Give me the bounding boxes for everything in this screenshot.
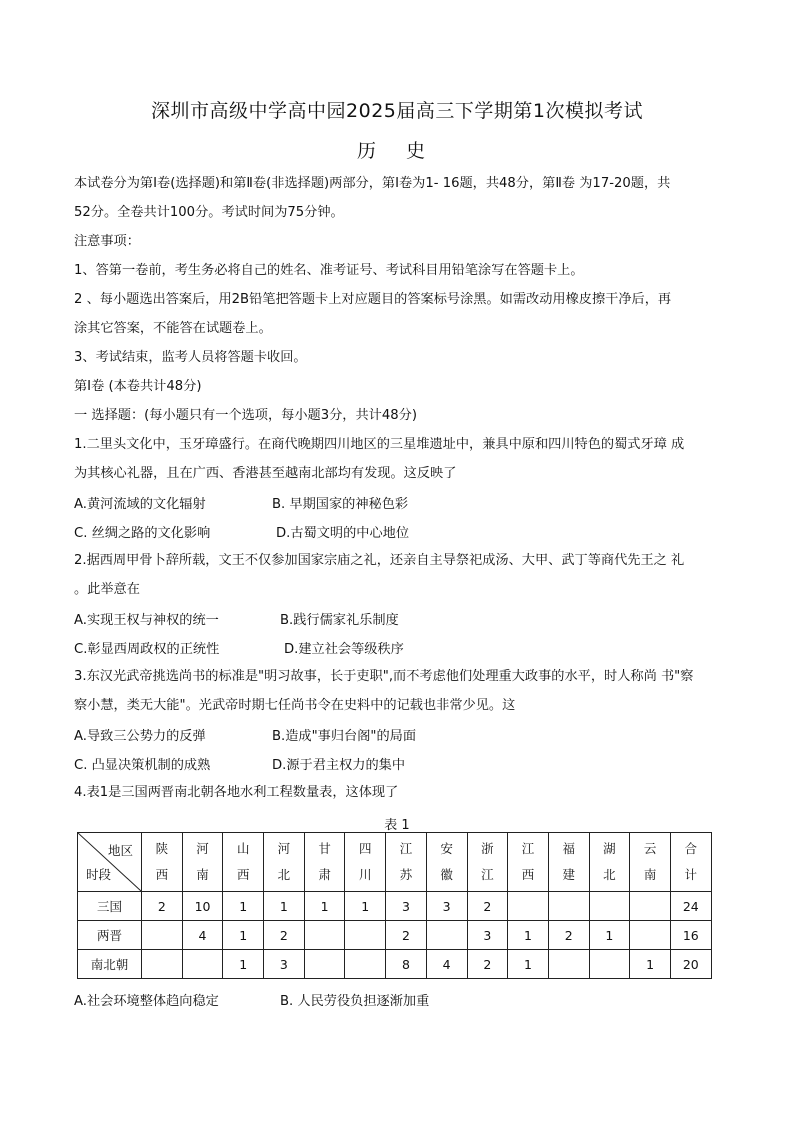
irrigation-table	[77, 832, 712, 979]
region-char: 湖	[603, 841, 616, 856]
region-char: 山	[236, 841, 250, 856]
table-cell: 4	[426, 950, 467, 979]
table-cell	[304, 921, 345, 950]
table-cell	[548, 892, 589, 921]
table-header-region	[345, 833, 386, 892]
table-header-region	[467, 833, 508, 892]
table-cell: 3	[426, 892, 467, 921]
table-header-region	[223, 833, 264, 892]
region-char: 福	[562, 841, 575, 856]
table-cell	[142, 950, 183, 979]
exam-subject: 历 史	[356, 140, 438, 162]
q2-options-ab	[74, 609, 724, 628]
table-header-region	[589, 833, 630, 892]
table-cell: 3	[386, 892, 427, 921]
table-header-region	[508, 833, 549, 892]
table-cell	[304, 950, 345, 979]
q3-option-b: B.造成"事归台阁"的局面	[272, 729, 417, 744]
table-cell: 1	[223, 950, 264, 979]
exam-title: 深圳市高级中学高中园2025届高三下学期第1次模拟考试	[151, 100, 643, 122]
corner-label-region: 地区	[107, 843, 133, 858]
table-cell: 2	[142, 892, 183, 921]
table-cell	[182, 950, 223, 979]
region-char: 甘	[318, 841, 331, 856]
table-header-row	[78, 833, 712, 892]
q3-stem-1: 3.东汉光武帝挑选尚书的标准是"明习故事，长于吏职",而不考虑他们处理重大政事的水平，时人称尚 书"察	[74, 669, 694, 684]
note-item-2a: 2 、每小题选出答案后，用2B铅笔把答题卡上对应题目的答案标号涂黑。如需改动用橡皮擦干净后，再	[74, 292, 672, 307]
region-char: 安	[440, 841, 453, 856]
table-cell: 2	[386, 921, 427, 950]
table-cell: 1	[264, 892, 305, 921]
region-char: 西	[521, 867, 535, 882]
q4-options-ab	[74, 990, 724, 1009]
region-char: 徽	[440, 867, 453, 882]
table-cell	[426, 921, 467, 950]
q2-option-a: A.实现王权与神权的统一	[74, 613, 219, 628]
table-cell: 1	[345, 892, 386, 921]
region-char: 江	[399, 841, 413, 856]
q2-stem-1: 2.据西周甲骨卜辞所载，文王不仅参加国家宗庙之礼，还亲自主导祭祀成汤、大甲、武丁等商代先王之 礼	[74, 553, 685, 568]
q3-options-cd	[74, 754, 724, 773]
table-header-region	[182, 833, 223, 892]
q1-options-ab	[74, 493, 724, 512]
table-cell	[142, 921, 183, 950]
table-cell: 2	[264, 921, 305, 950]
table-cell	[548, 950, 589, 979]
region-char: 河	[196, 841, 209, 856]
table-cell: 1	[304, 892, 345, 921]
table-row	[78, 950, 712, 979]
region-char: 北	[603, 867, 616, 882]
region-char: 江	[521, 841, 535, 856]
table-cell	[345, 950, 386, 979]
table-header-region	[304, 833, 345, 892]
table-cell	[630, 892, 671, 921]
q4-stem: 4.表1是三国两晋南北朝各地水利工程数量表，这体现了	[74, 785, 399, 800]
table-cell: 1	[223, 892, 264, 921]
table-cell: 10	[182, 892, 223, 921]
table-corner-cell	[78, 833, 142, 892]
q3-options-ab	[74, 725, 724, 744]
table-caption: 表 1	[384, 818, 410, 833]
table-header-region	[386, 833, 427, 892]
q1-stem-2: 为其核心礼器，且在广西、香港甚至越南北部均有发现。这反映了	[74, 466, 457, 481]
table-cell: 1	[630, 950, 671, 979]
table-cell	[589, 892, 630, 921]
part1-heading: 第Ⅰ卷 (本卷共计48分)	[74, 379, 202, 394]
table-cell: 2	[467, 950, 508, 979]
region-char: 北	[277, 867, 291, 882]
table-header-region	[142, 833, 183, 892]
q4-option-b: B. 人民劳役负担逐渐加重	[280, 994, 430, 1009]
table-cell	[589, 950, 630, 979]
table-cell: 1	[223, 921, 264, 950]
choice-section-heading: 一 选择题：(每小题只有一个选项，每小题3分，共计48分)	[74, 408, 417, 423]
notes-heading: 注意事项：	[74, 234, 140, 249]
q2-options-cd	[74, 638, 724, 657]
region-char: 川	[359, 867, 372, 882]
table-cell: 1	[508, 950, 549, 979]
table-cell: 3	[467, 921, 508, 950]
corner-label-period: 时段	[86, 867, 112, 882]
region-char: 肃	[318, 867, 331, 882]
q1-option-a: A.黄河流域的文化辐射	[74, 497, 206, 512]
table-header-region	[426, 833, 467, 892]
table-cell	[508, 892, 549, 921]
table-header-region	[548, 833, 589, 892]
table-row-period: 南北朝	[78, 950, 142, 979]
region-char: 建	[562, 867, 575, 882]
q1-option-c: C. 丝绸之路的文化影响	[74, 526, 211, 541]
region-char: 西	[236, 867, 250, 882]
table-row	[78, 921, 712, 950]
table-cell: 1	[508, 921, 549, 950]
region-char: 浙	[481, 841, 494, 856]
q1-options-cd	[74, 522, 724, 541]
q1-stem-1: 1.二里头文化中，玉牙璋盛行。在商代晚期四川地区的三星堆遗址中，兼具中原和四川特色的蜀式牙璋 成	[74, 437, 685, 452]
table-header-region	[264, 833, 305, 892]
table-cell: 8	[386, 950, 427, 979]
q3-option-c: C. 凸显决策机制的成熟	[74, 758, 211, 773]
table-header-region	[630, 833, 671, 892]
region-char: 南	[643, 867, 657, 882]
table-header-region	[670, 833, 711, 892]
q2-stem-2: 。此举意在	[74, 582, 140, 597]
q4-option-a: A.社会环境整体趋向稳定	[74, 994, 219, 1009]
table-cell: 2	[548, 921, 589, 950]
region-char: 计	[684, 867, 698, 882]
region-char: 合	[684, 841, 698, 856]
intro-line-2: 52分。全卷共计100分。考试时间为75分钟。	[74, 205, 344, 220]
table-cell: 16	[670, 921, 711, 950]
region-char: 四	[359, 841, 372, 856]
table-cell: 24	[670, 892, 711, 921]
table-cell: 2	[467, 892, 508, 921]
note-item-3: 3、考试结束，监考人员将答题卡收回。	[74, 350, 307, 365]
region-char: 西	[155, 867, 169, 882]
q2-option-b: B.践行儒家礼乐制度	[280, 613, 399, 628]
q1-option-d: D.古蜀文明的中心地位	[276, 526, 410, 541]
region-char: 云	[643, 841, 657, 856]
q3-option-d: D.源于君主权力的集中	[272, 758, 406, 773]
region-char: 江	[481, 867, 494, 882]
region-char: 南	[196, 867, 209, 882]
table-row	[78, 892, 712, 921]
q3-option-a: A.导致三公势力的反弹	[74, 729, 206, 744]
intro-line-1: 本试卷分为第Ⅰ卷(选择题)和第Ⅱ卷(非选择题)两部分，第Ⅰ卷为1- 16题，共48分，第Ⅱ卷 为17-20题，共	[74, 176, 671, 191]
q1-option-b: B. 早期国家的神秘色彩	[272, 497, 409, 512]
region-char: 河	[277, 841, 291, 856]
q3-stem-2: 察小慧，类无大能"。光武帝时期七任尚书令在史料中的记载也非常少见。这	[74, 698, 516, 713]
region-char: 苏	[399, 867, 413, 882]
note-item-2b: 涂其它答案，不能答在试题卷上。	[74, 321, 272, 336]
table-cell	[345, 921, 386, 950]
region-char: 陕	[155, 841, 169, 856]
table-cell: 20	[670, 950, 711, 979]
table-row-period: 三国	[78, 892, 142, 921]
table-cell	[630, 921, 671, 950]
table-cell: 1	[589, 921, 630, 950]
q2-option-c: C.彰显西周政权的正统性	[74, 642, 220, 657]
q2-option-d: D.建立社会等级秩序	[284, 642, 404, 657]
note-item-1: 1、答第一卷前，考生务必将自己的姓名、准考证号、考试科目用铅笔涂写在答题卡上。	[74, 263, 584, 278]
table-cell: 3	[264, 950, 305, 979]
table-row-period: 两晋	[78, 921, 142, 950]
table-cell: 4	[182, 921, 223, 950]
